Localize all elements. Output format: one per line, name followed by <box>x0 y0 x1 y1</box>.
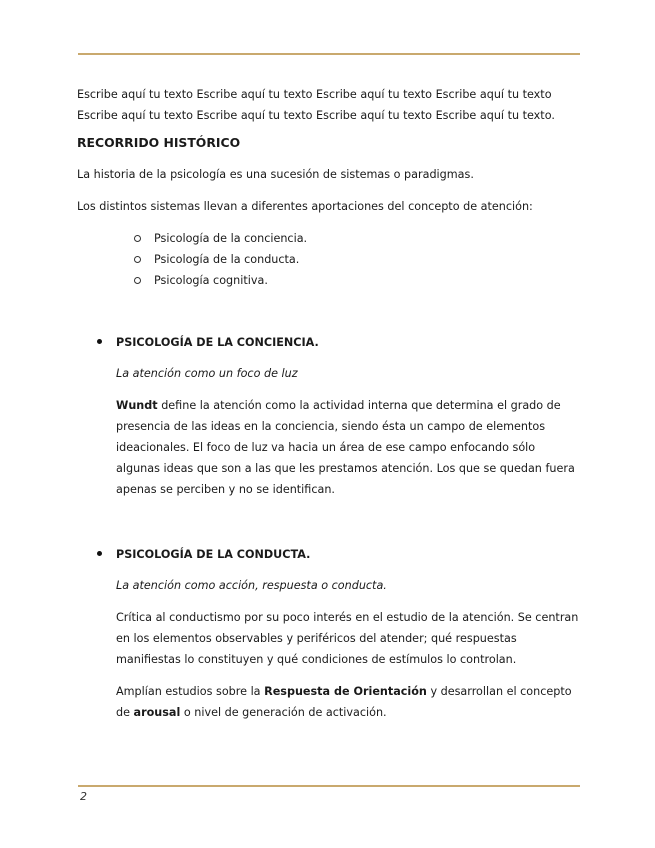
list-item: Psicología de la conducta. <box>133 249 582 270</box>
history-paragraph: La historia de la psicología es una sucesión de sistemas o paradigmas. <box>77 168 474 181</box>
circle-bullet-icon <box>134 277 141 284</box>
section-heading: RECORRIDO HISTÓRICO <box>77 135 241 150</box>
list-item: Psicología cognitiva. <box>133 270 582 291</box>
systems-list <box>77 228 582 291</box>
circle-bullet-icon <box>134 235 141 242</box>
bullet-icon <box>97 339 102 344</box>
page-content <box>77 84 582 734</box>
list-item: Psicología de la conciencia. <box>133 228 582 249</box>
bullet-icon <box>97 551 102 556</box>
page-number: 2 <box>80 790 87 803</box>
systems-paragraph: Los distintos sistemas llevan a diferentes aportaciones del concepto de atención: <box>77 200 533 213</box>
section-conducta <box>77 544 582 723</box>
section-subtitle: La atención como acción, respuesta o conducta. <box>116 579 387 592</box>
circle-bullet-icon <box>134 256 141 263</box>
section-body: Amplían estudios sobre la Respuesta de Orientación y desarrollan el concepto de arousal o nivel de generación de activación. <box>116 685 572 719</box>
section-body: Wundt define la atención como la actividad interna que determina el grado de presencia de las ideas en la conciencia, siendo ésta un campo de elementos ideacionales. El foco de luz va hacia un área de ese campo enfocando sólo algunas ideas que son a las que les prestamos atención. Los que se quedan fuera apenas se perciben y no se identifican. <box>116 399 575 496</box>
section-subtitle: La atención como un foco de luz <box>116 367 298 380</box>
section-conciencia <box>77 332 582 500</box>
header-rule <box>78 53 580 55</box>
section-body: Crítica al conductismo por su poco interés en el estudio de la atención. Se centran en los elementos observables y periféricos del atender; qué respuestas manifiestas lo constituyen y qué condiciones de estímulos lo controlan. <box>116 611 579 666</box>
section-title: PSICOLOGÍA DE LA CONDUCTA. <box>116 548 311 561</box>
footer-rule <box>78 785 580 787</box>
intro-paragraph: Escribe aquí tu texto Escribe aquí tu texto Escribe aquí tu texto Escribe aquí tu texto Escribe aquí tu texto Escribe aquí tu texto Escribe aquí tu texto Escribe aquí tu texto. <box>77 88 555 122</box>
section-title: PSICOLOGÍA DE LA CONCIENCIA. <box>116 336 319 349</box>
